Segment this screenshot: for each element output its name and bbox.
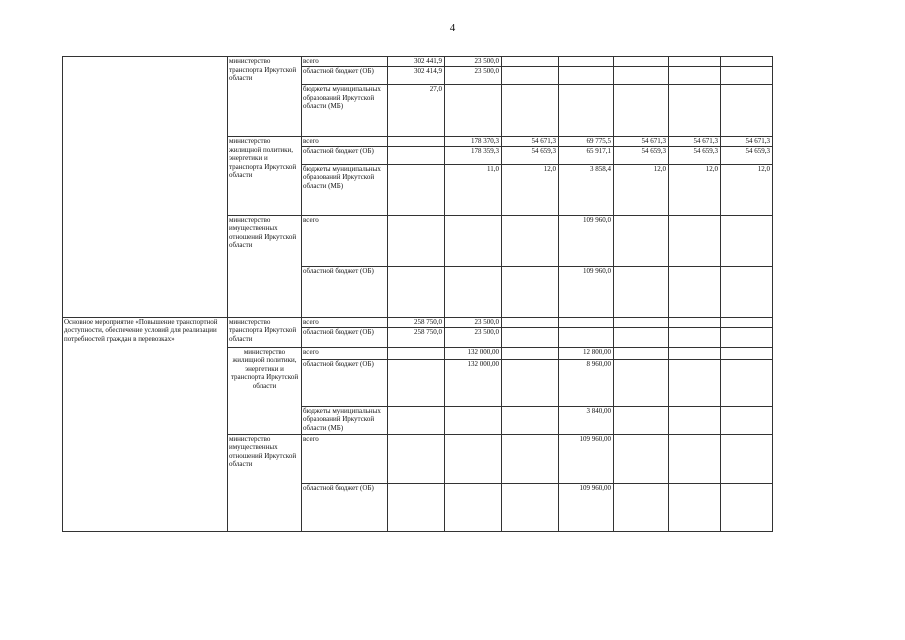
source-cell: всего — [302, 57, 388, 67]
source-cell: областной бюджет (ОБ) — [302, 359, 388, 406]
value-cell — [614, 57, 669, 67]
value-cell: 109 960,00 — [559, 483, 614, 531]
value-cell: 12,0 — [614, 164, 669, 215]
value-cell: 54 659,3 — [502, 146, 559, 164]
value-cell — [388, 137, 445, 147]
value-cell — [614, 85, 669, 137]
value-cell — [669, 347, 721, 359]
value-cell — [502, 483, 559, 531]
value-cell — [388, 164, 445, 215]
source-cell: всего — [302, 137, 388, 147]
value-cell: 23 500,0 — [445, 327, 502, 347]
value-cell: 302 414,9 — [388, 67, 445, 85]
value-cell — [559, 57, 614, 67]
value-cell: 12,0 — [669, 164, 721, 215]
value-cell — [614, 317, 669, 327]
value-cell: 54 671,3 — [669, 137, 721, 147]
source-cell: всего — [302, 215, 388, 266]
value-cell: 109 960,0 — [559, 266, 614, 317]
page-number: 4 — [449, 22, 456, 34]
value-cell — [669, 434, 721, 483]
value-cell — [502, 85, 559, 137]
value-cell — [614, 359, 669, 406]
value-cell — [721, 359, 773, 406]
value-cell — [502, 359, 559, 406]
source-cell: областной бюджет (ОБ) — [302, 67, 388, 85]
value-cell — [502, 406, 559, 434]
value-cell — [669, 406, 721, 434]
value-cell — [614, 215, 669, 266]
value-cell: 54 671,3 — [614, 137, 669, 147]
value-cell: 27,0 — [388, 85, 445, 137]
value-cell — [388, 266, 445, 317]
table-row — [63, 317, 773, 327]
value-cell — [721, 67, 773, 85]
source-cell: областной бюджет (ОБ) — [302, 266, 388, 317]
responsible-cell: министерство жилищной политики, энергетики и транспорта Иркутской области — [228, 347, 302, 434]
value-cell — [669, 483, 721, 531]
value-cell: 109 960,0 — [559, 215, 614, 266]
budget-table — [62, 56, 773, 532]
value-cell — [669, 67, 721, 85]
value-cell: 23 500,0 — [445, 67, 502, 85]
value-cell: 109 960,00 — [559, 434, 614, 483]
value-cell — [721, 406, 773, 434]
value-cell: 132 000,00 — [445, 347, 502, 359]
value-cell: 54 659,3 — [669, 146, 721, 164]
value-cell: 132 000,00 — [445, 359, 502, 406]
value-cell — [502, 434, 559, 483]
source-cell: всего — [302, 434, 388, 483]
source-cell: областной бюджет (ОБ) — [302, 483, 388, 531]
value-cell — [614, 483, 669, 531]
value-cell — [721, 85, 773, 137]
value-cell: 3 840,00 — [559, 406, 614, 434]
value-cell — [721, 327, 773, 347]
value-cell — [669, 327, 721, 347]
value-cell — [445, 406, 502, 434]
source-cell: областной бюджет (ОБ) — [302, 146, 388, 164]
value-cell: 258 750,0 — [388, 317, 445, 327]
value-cell: 258 750,0 — [388, 327, 445, 347]
value-cell — [721, 317, 773, 327]
value-cell — [721, 483, 773, 531]
value-cell: 3 858,4 — [559, 164, 614, 215]
value-cell — [559, 317, 614, 327]
value-cell: 12,0 — [721, 164, 773, 215]
source-cell: областной бюджет (ОБ) — [302, 327, 388, 347]
value-cell — [445, 483, 502, 531]
value-cell: 23 500,0 — [445, 317, 502, 327]
value-cell — [502, 327, 559, 347]
source-cell: бюджеты муниципальных образований Иркутской области (МБ) — [302, 164, 388, 215]
value-cell: 54 659,3 — [721, 146, 773, 164]
value-cell — [721, 434, 773, 483]
value-cell: 12,0 — [502, 164, 559, 215]
value-cell: 23 500,0 — [445, 57, 502, 67]
value-cell: 11,0 — [445, 164, 502, 215]
value-cell — [388, 406, 445, 434]
value-cell — [559, 67, 614, 85]
value-cell — [614, 67, 669, 85]
table-row — [63, 57, 773, 67]
value-cell — [559, 85, 614, 137]
value-cell — [445, 85, 502, 137]
value-cell — [388, 146, 445, 164]
value-cell: 54 671,3 — [502, 137, 559, 147]
value-cell — [614, 327, 669, 347]
value-cell: 54 671,3 — [721, 137, 773, 147]
value-cell — [502, 67, 559, 85]
value-cell — [614, 406, 669, 434]
value-cell — [502, 215, 559, 266]
source-cell: бюджеты муниципальных образований Иркутской области (МБ) — [302, 406, 388, 434]
value-cell — [388, 483, 445, 531]
value-cell — [502, 317, 559, 327]
responsible-cell: министерство жилищной политики, энергетики и транспорта Иркутской области — [228, 137, 302, 216]
value-cell: 54 659,3 — [614, 146, 669, 164]
value-cell — [669, 359, 721, 406]
responsible-cell: министерство транспорта Иркутской области — [228, 317, 302, 347]
value-cell — [669, 317, 721, 327]
value-cell — [445, 434, 502, 483]
value-cell — [614, 347, 669, 359]
value-cell — [669, 85, 721, 137]
value-cell: 178 359,3 — [445, 146, 502, 164]
value-cell — [502, 266, 559, 317]
value-cell: 178 370,3 — [445, 137, 502, 147]
value-cell — [559, 327, 614, 347]
value-cell: 12 800,00 — [559, 347, 614, 359]
value-cell — [669, 57, 721, 67]
value-cell — [502, 347, 559, 359]
responsible-cell: министерство имущественных отношений Иркутской области — [228, 215, 302, 317]
source-cell: всего — [302, 347, 388, 359]
value-cell — [721, 57, 773, 67]
value-cell — [388, 359, 445, 406]
value-cell: 65 917,1 — [559, 146, 614, 164]
value-cell — [445, 266, 502, 317]
value-cell: 69 775,5 — [559, 137, 614, 147]
value-cell — [502, 57, 559, 67]
value-cell — [721, 215, 773, 266]
value-cell — [721, 347, 773, 359]
responsible-cell: министерство имущественных отношений Иркутской области — [228, 434, 302, 531]
value-cell — [445, 215, 502, 266]
activity-cell-empty — [63, 57, 228, 318]
value-cell — [614, 434, 669, 483]
value-cell — [614, 266, 669, 317]
value-cell: 302 441,9 — [388, 57, 445, 67]
value-cell — [669, 215, 721, 266]
source-cell: бюджеты муниципальных образований Иркутской области (МБ) — [302, 85, 388, 137]
value-cell — [669, 266, 721, 317]
source-cell: всего — [302, 317, 388, 327]
value-cell — [388, 347, 445, 359]
value-cell: 8 960,00 — [559, 359, 614, 406]
activity-title-cell: Основное мероприятие «Повышение транспортной доступности, обеспечение условий для реализации потребностей граждан в перевозках» — [63, 317, 228, 531]
value-cell — [388, 215, 445, 266]
value-cell — [721, 266, 773, 317]
responsible-cell: министерство транспорта Иркутской области — [228, 57, 302, 137]
value-cell — [388, 434, 445, 483]
